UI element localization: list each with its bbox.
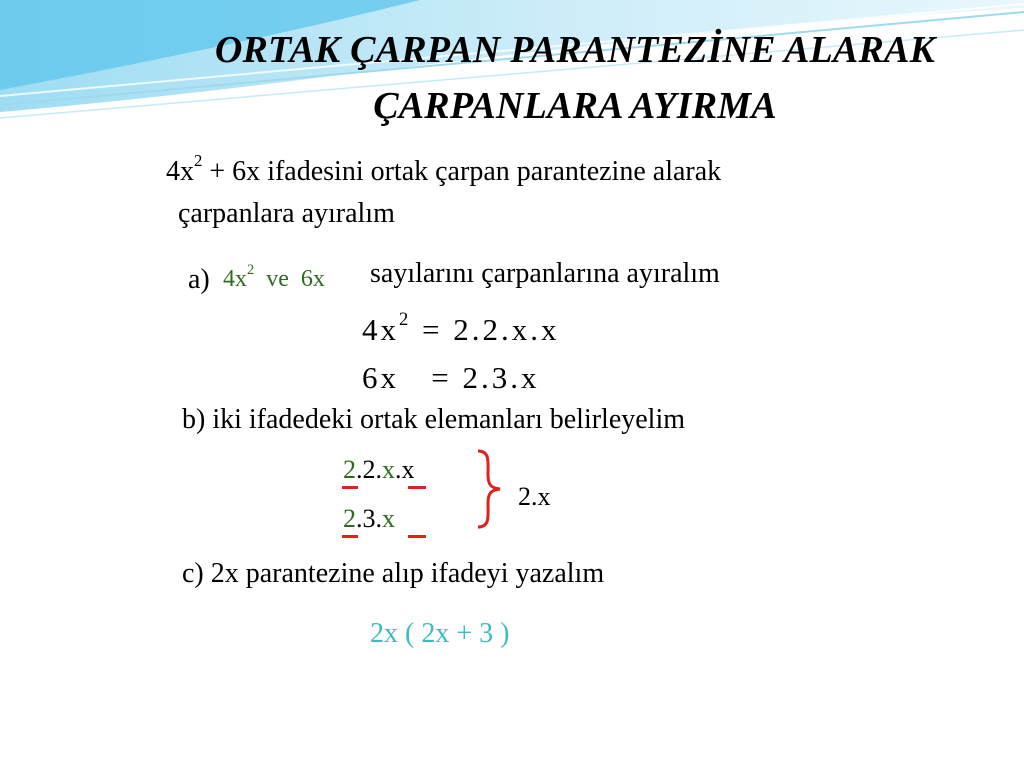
step-b-text: b) iki ifadedeki ortak elemanları belirleyelim (182, 404, 686, 435)
eq2-rhs: = 2.3.x (431, 360, 540, 395)
factor-row-2 (343, 504, 395, 534)
step-a-term2: 6x (300, 266, 325, 292)
equation-1 (362, 308, 560, 348)
page-title (140, 22, 1010, 134)
underline-row1-2 (342, 486, 358, 489)
row1-dot-3: . (395, 455, 402, 484)
step-c-text: c) 2x parantezine alıp ifadeyi yazalım (182, 558, 605, 589)
underline-row2-2 (342, 535, 358, 538)
row2-factor-3: x (382, 504, 395, 533)
row1-factor-4: x (401, 455, 415, 484)
step-a-term1: 4x (223, 266, 247, 292)
step-a-label: a) (188, 264, 210, 295)
eq2-lhs: 6x (362, 360, 399, 395)
row2-factor-1: 2 (343, 504, 356, 533)
row2-factor-2: 3 (362, 504, 376, 533)
row1-factor-3: x (382, 455, 395, 484)
intro-text-1: ifadesini ortak çarpan parantezine alarak (260, 156, 722, 187)
final-result: 2x ( 2x + 3 ) (370, 618, 510, 649)
eq1-rhs: = 2.2.x.x (422, 312, 560, 347)
row1-dot-1: . (356, 455, 363, 484)
row2-dot-1: . (356, 504, 363, 533)
intro-expr-exp: 2 (194, 151, 203, 171)
factor-row-1 (343, 455, 415, 485)
row1-dot-2: . (375, 455, 382, 484)
intro-line-1 (166, 151, 722, 188)
title-line-2: ÇARPANLARA AYIRMA (373, 85, 777, 127)
eq1-exp: 2 (399, 308, 412, 330)
step-a-term1-exp: 2 (247, 262, 255, 279)
row1-factor-2: 2 (362, 455, 376, 484)
underline-row1-x (408, 486, 426, 489)
intro-expr-rest: + 6x (202, 156, 261, 187)
eq1-lhs: 4x (362, 312, 399, 347)
right-brace-icon (474, 448, 504, 530)
intro-text-2: çarpanlara ayıralım (178, 198, 395, 229)
row2-dot-2: . (375, 504, 382, 533)
step-a-conj: ve (266, 266, 289, 292)
underline-row2-x (408, 535, 426, 538)
step-a-text: sayılarını çarpanlarına ayıralım (370, 258, 720, 289)
intro-expr-coef: 4x (166, 156, 194, 187)
title-line-1: ORTAK ÇARPAN PARANTEZİNE ALARAK (214, 29, 936, 71)
step-a-terms (223, 262, 325, 293)
equation-2 (362, 360, 539, 396)
row1-factor-1: 2 (343, 455, 356, 484)
common-factor: 2.x (518, 482, 551, 511)
